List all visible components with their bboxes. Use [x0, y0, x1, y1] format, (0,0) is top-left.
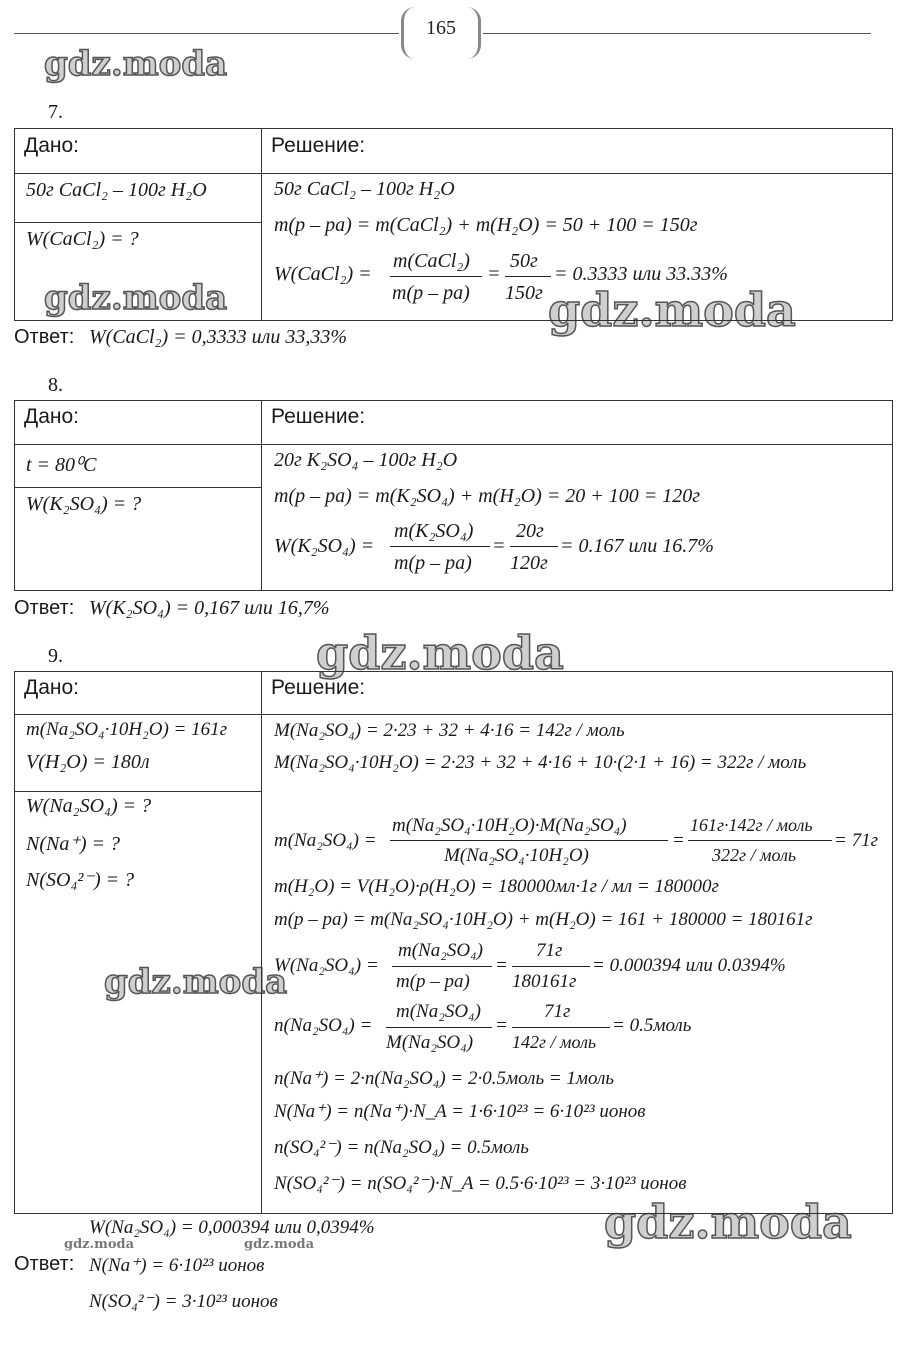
table-divider: [14, 444, 893, 445]
given-line: N(SO₄²⁻) = ?: [26, 869, 135, 891]
given-header: Дано:: [24, 134, 80, 157]
given-line: W(Na₂SO₄) = ?: [26, 795, 152, 817]
table-divider: [261, 400, 262, 591]
given-line: W(K₂SO₄) = ?: [26, 493, 142, 515]
fraction-numerator: 71г: [536, 940, 563, 961]
fraction-numerator: m(Na₂SO₄·10H₂O)·M(Na₂SO₄): [392, 815, 627, 836]
formula-lhs: W(K₂SO₄) =: [274, 535, 375, 557]
given-line: t = 80⁰C: [26, 454, 97, 476]
formula-result: = 0.3333 или 33.33%: [554, 263, 728, 285]
equals-sign: =: [487, 263, 501, 285]
page-number: 165: [401, 7, 481, 59]
fraction-numerator: m(K₂SO₄): [394, 520, 474, 542]
watermark: gdz.moda: [44, 278, 228, 318]
watermark: gdz.moda: [316, 626, 564, 680]
table-divider: [14, 173, 893, 174]
fraction-numerator: m(Na₂SO₄): [398, 940, 483, 961]
formula-lhs: W(CaCl₂) =: [274, 263, 372, 285]
solution-line: M(Na₂SO₄) = 2·23 + 32 + 4·16 = 142г / моль: [274, 720, 625, 741]
fraction-bar: [510, 546, 558, 547]
equals-sign: =: [495, 955, 508, 976]
given-line: N(Na⁺) = ?: [26, 833, 121, 855]
formula-result: = 0.000394 или 0.0394%: [592, 955, 786, 976]
solution-line: M(Na₂SO₄·10H₂O) = 2·23 + 32 + 4·16 + 10·(2·1 + 16) = 322г / моль: [274, 752, 807, 773]
formula-lhs: n(Na₂SO₄) =: [274, 1015, 373, 1036]
table-divider: [14, 487, 261, 488]
fraction-denominator: M(Na₂SO₄): [386, 1032, 474, 1053]
answer-line: N(Na⁺) = 6·10²³ ионов: [89, 1255, 265, 1276]
table-divider: [14, 714, 893, 715]
solution-header: Решение:: [271, 134, 366, 157]
watermark: gdz.moda: [548, 283, 796, 337]
given-line: V(H₂O) = 180л: [26, 751, 150, 773]
fraction-denominator: 142г / моль: [512, 1032, 597, 1052]
fraction-denominator: m(p – pa): [394, 552, 472, 574]
watermark: gdz.moda: [104, 962, 288, 1002]
solution-line: m(p – pa) = m(Na₂SO₄·10H₂O) + m(H₂O) = 161 + 180000 = 180161г: [274, 909, 813, 930]
answer-label: Ответ:: [14, 597, 75, 619]
fraction-bar: [688, 840, 832, 841]
header-rule-left: [14, 33, 399, 34]
answer-line: W(K₂SO₄) = 0,167 или 16,7%: [89, 597, 330, 619]
fraction-bar: [512, 1027, 610, 1028]
fraction-denominator: 322г / моль: [712, 845, 797, 865]
formula-result: = 0.167 или 16.7%: [560, 535, 714, 557]
watermark: gdz.moda: [244, 1237, 315, 1252]
fraction-denominator: 180161г: [512, 971, 577, 992]
answer-line: W(Na₂SO₄) = 0,000394 или 0,0394%: [89, 1217, 375, 1238]
fraction-denominator: 120г: [510, 552, 548, 574]
solution-line: n(Na⁺) = 2·n(Na₂SO₄) = 2·0.5моль = 1моль: [274, 1068, 614, 1089]
header-rule-right: [483, 33, 871, 34]
table-divider: [14, 791, 261, 792]
equals-sign: =: [492, 535, 506, 557]
given-line: m(Na₂SO₄·10H₂O) = 161г: [26, 719, 228, 740]
solution-line: N(Na⁺) = n(Na⁺)·N_A = 1·6·10²³ = 6·10²³ ионов: [274, 1101, 646, 1122]
formula-result: = 71г: [834, 830, 878, 851]
given-header: Дано:: [24, 676, 80, 699]
solution-line: m(p – pa) = m(CaCl₂) + m(H₂O) = 50 + 100 = 150г: [274, 214, 698, 236]
table-divider: [14, 222, 261, 223]
fraction-denominator: 150г: [505, 282, 543, 304]
formula-lhs: W(Na₂SO₄) =: [274, 955, 379, 976]
fraction-bar: [390, 840, 668, 841]
solution-line: 20г K₂SO₄ – 100г H₂O: [274, 449, 458, 471]
task-number: 8.: [48, 374, 63, 396]
fraction-bar: [386, 1027, 492, 1028]
solution-header: Решение:: [271, 405, 366, 428]
answer-line: W(CaCl₂) = 0,3333 или 33,33%: [89, 326, 348, 348]
fraction-numerator: m(Na₂SO₄): [396, 1001, 481, 1022]
fraction-bar: [390, 546, 490, 547]
task-number: 7.: [48, 101, 63, 123]
formula-result: = 0.5моль: [612, 1015, 692, 1036]
equals-sign: =: [495, 1015, 508, 1036]
answer-label: Ответ:: [14, 1253, 75, 1275]
watermark: gdz.moda: [604, 1195, 852, 1249]
fraction-numerator: 50г: [510, 250, 538, 272]
solution-line: N(SO₄²⁻) = n(SO₄²⁻)·N_A = 0.5·6·10²³ = 3·10²³ ионов: [274, 1173, 687, 1194]
answer-line: N(SO₄²⁻) = 3·10²³ ионов: [89, 1291, 278, 1312]
fraction-bar: [392, 966, 492, 967]
fraction-bar: [505, 276, 551, 277]
fraction-numerator: 161г·142г / моль: [690, 815, 813, 835]
solution-line: m(H₂O) = V(H₂O)·ρ(H₂O) = 180000мл·1г / мл = 180000г: [274, 876, 719, 897]
watermark: gdz.moda: [44, 44, 228, 84]
fraction-denominator: m(p – pa): [392, 282, 470, 304]
watermark: gdz.moda: [64, 1237, 135, 1252]
solution-line: n(SO₄²⁻) = n(Na₂SO₄) = 0.5моль: [274, 1137, 529, 1158]
fraction-denominator: m(p – pa): [396, 971, 470, 992]
formula-lhs: m(Na₂SO₄) =: [274, 830, 377, 851]
fraction-denominator: M(Na₂SO₄·10H₂O): [444, 845, 589, 866]
equals-sign: =: [672, 830, 685, 851]
solution-line: 50г CaCl₂ – 100г H₂O: [274, 178, 455, 200]
answer-label: Ответ:: [14, 326, 75, 348]
given-line: 50г CaCl₂ – 100г H₂O: [26, 179, 207, 201]
table-divider: [261, 671, 262, 1214]
solution-header: Решение:: [271, 676, 366, 699]
fraction-numerator: 71г: [544, 1001, 571, 1022]
table-divider: [261, 128, 262, 321]
given-header: Дано:: [24, 405, 80, 428]
fraction-numerator: m(CaCl₂): [393, 250, 470, 272]
fraction-bar: [512, 966, 590, 967]
solution-line: m(p – pa) = m(K₂SO₄) + m(H₂O) = 20 + 100 = 120г: [274, 485, 701, 507]
given-line: W(CaCl₂) = ?: [26, 228, 139, 250]
fraction-numerator: 20г: [516, 520, 544, 542]
fraction-bar: [390, 276, 482, 277]
task-number: 9.: [48, 645, 63, 667]
